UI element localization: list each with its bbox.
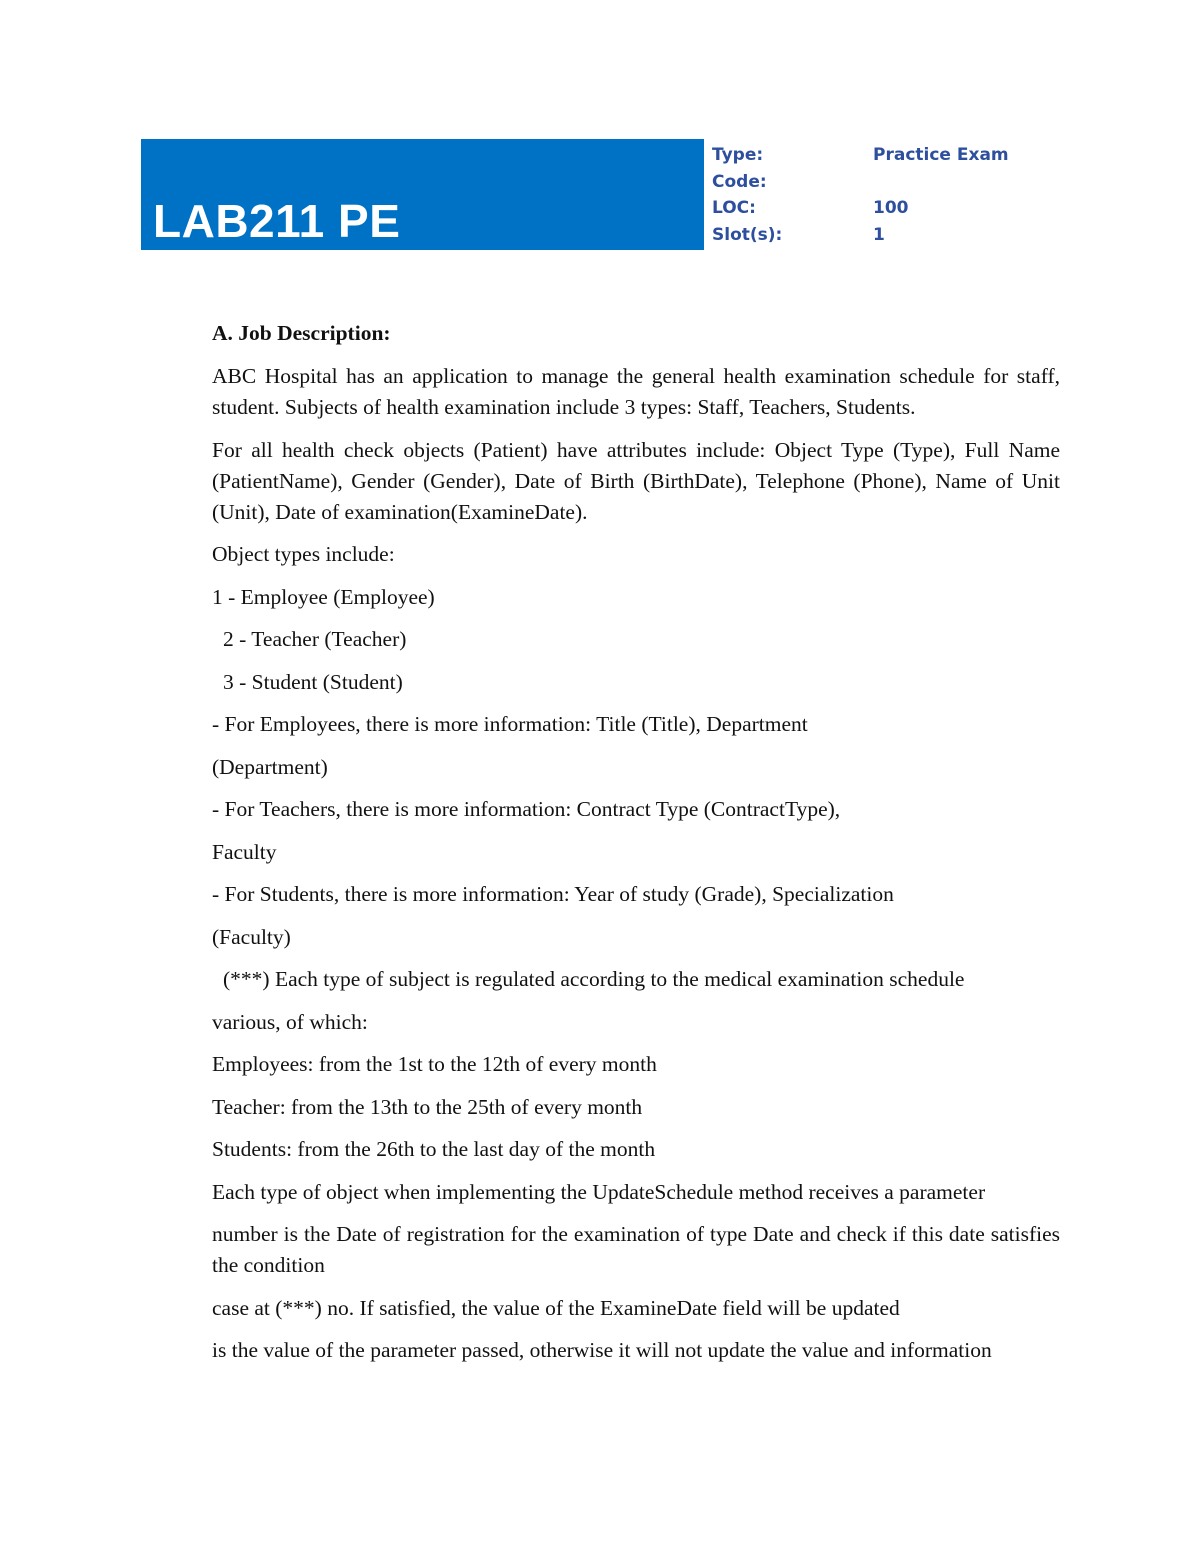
meta-value: 100 <box>873 198 909 218</box>
paragraph: case at (***) no. If satisfied, the value of the ExamineDate field will be updated <box>212 1295 900 1320</box>
meta-row-slots <box>712 222 1052 249</box>
paragraph: is the value of the parameter passed, otherwise it will not update the value and information <box>212 1338 992 1362</box>
schedule-item: Students: from the 26th to the last day of the month <box>212 1137 656 1161</box>
meta-label: LOC: <box>712 198 756 218</box>
document-title: LAB211 PE <box>153 195 401 247</box>
paragraph: - For Students, there is more information: Year of study (Grade), Specialization <box>212 882 894 906</box>
schedule-item: Employees: from the 1st to the 12th of every month <box>212 1052 657 1076</box>
paragraph: Object types include: <box>212 542 395 566</box>
meta-row-type <box>712 142 1052 169</box>
schedule-item: Teacher: from the 13th to the 25th of every month <box>212 1094 643 1119</box>
paragraph: number is the Date of registration for the examination of type Date and check if this date satisfies the condition <box>212 1222 1060 1277</box>
title-banner <box>141 139 704 250</box>
paragraph: (Department) <box>212 754 328 779</box>
meta-value: 1 <box>873 224 885 245</box>
document-body <box>212 318 1060 1378</box>
meta-value: Practice Exam <box>873 145 1009 165</box>
section-heading: A. Job Description: <box>212 321 391 345</box>
meta-label: Code: <box>712 171 767 192</box>
list-item: 2 - Teacher (Teacher) <box>223 627 407 651</box>
paragraph: (Faculty) <box>212 924 291 949</box>
meta-row-code <box>712 169 1052 196</box>
paragraph: For all health check objects (Patient) have attributes include: Object Type (Type), Full Name (PatientName), Gender (Gender), Date of Birth (BirthDate), Telephone (Phone), Name of Unit (Unit), Date of examination(ExamineDate). <box>212 437 1060 524</box>
meta-label: Slot(s): <box>712 224 783 245</box>
paragraph: - For Teachers, there is more information: Contract Type (ContractType), <box>212 797 841 821</box>
meta-row-loc <box>712 195 1052 222</box>
paragraph: various, of which: <box>212 1009 368 1034</box>
list-item: 1 - Employee (Employee) <box>212 584 435 609</box>
list-item: 3 - Student (Student) <box>223 669 403 694</box>
paragraph: ABC Hospital has an application to manage the general health examination schedule for staff, student. Subjects of health examination include 3 types: Staff, Teachers, Students. <box>212 364 1060 419</box>
paragraph: Each type of object when implementing the UpdateSchedule method receives a parameter <box>212 1179 986 1204</box>
paragraph: Faculty <box>212 839 277 864</box>
exam-meta-table <box>712 142 1052 248</box>
meta-label: Type: <box>712 145 764 165</box>
paragraph: - For Employees, there is more information: Title (Title), Department <box>212 712 808 736</box>
paragraph: (***) Each type of subject is regulated according to the medical examination schedule <box>223 967 965 991</box>
